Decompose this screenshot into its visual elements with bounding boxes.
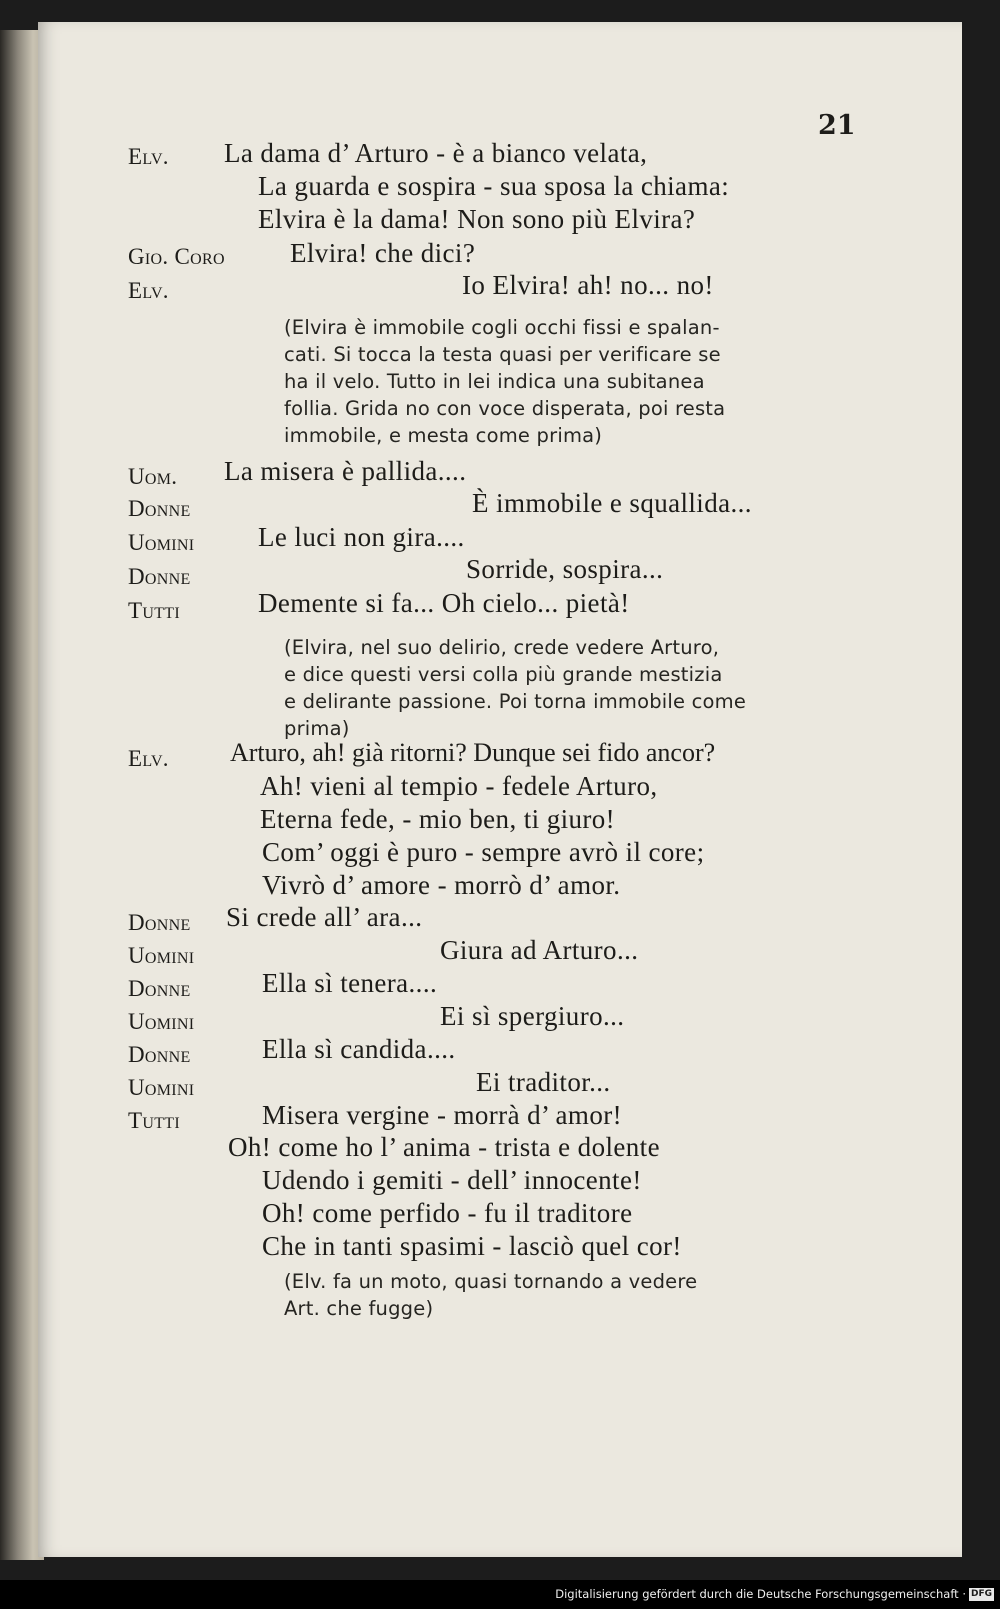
- speaker-label: Tutti: [128, 598, 180, 623]
- stage-line: e dice questi versi colla più grande mestizia: [284, 663, 723, 686]
- verse-line: Ella sì tenera....: [262, 968, 438, 998]
- verse-line: Elvira! che dici?: [290, 238, 476, 268]
- speaker-label: Donne: [128, 1042, 191, 1067]
- verse-line: La misera è pallida....: [224, 456, 467, 486]
- verse-line: Eterna fede, - mio ben, ti giuro!: [260, 804, 616, 834]
- stage-direction: [284, 1268, 824, 1322]
- verse-line: Com’ oggi è puro - sempre avrò il core;: [262, 837, 705, 867]
- stage-line: (Elvira, nel suo delirio, crede vedere Arturo,: [284, 636, 720, 659]
- stage-line: cati. Si tocca la testa quasi per verificare se: [284, 343, 721, 366]
- speaker-label: Donne: [128, 910, 191, 935]
- speaker-label: Tutti: [128, 1108, 180, 1133]
- dfg-logo: DFG: [970, 1589, 992, 1599]
- stage-line: (Elvira è immobile cogli occhi fissi e spalan-: [284, 316, 720, 339]
- stage-line: prima): [284, 717, 350, 740]
- speaker-label: Donne: [128, 976, 191, 1001]
- verse-line: Ah! vieni al tempio - fedele Arturo,: [260, 771, 658, 801]
- digitization-credit: Digitalisierung gefördert durch die Deutsche Forschungsgemeinschaft ·: [555, 1587, 966, 1601]
- verse-line: Vivrò d’ amore - morrò d’ amor.: [262, 870, 621, 900]
- verse-line: Ei traditor...: [476, 1067, 611, 1097]
- verse-line: Ella sì candida....: [262, 1034, 456, 1064]
- speaker-label: Gio. Coro: [128, 244, 225, 269]
- stage-direction: [284, 314, 824, 449]
- stage-line: follia. Grida no con voce disperata, poi resta: [284, 397, 726, 420]
- verse-line: Arturo, ah! già ritorni? Dunque sei fido ancor?: [230, 738, 716, 767]
- page-number: 21: [818, 110, 856, 141]
- verse-line: Demente si fa... Oh cielo... pietà!: [258, 588, 630, 618]
- stage-line: immobile, e mesta come prima): [284, 424, 603, 447]
- verse-line: Io Elvira! ah! no... no!: [462, 270, 714, 300]
- speaker-label: Elv.: [128, 278, 169, 303]
- verse-line: La dama d’ Arturo - è a bianco velata,: [224, 138, 648, 168]
- verse-line: Che in tanti spasimi - lasciò quel cor!: [262, 1231, 682, 1261]
- verse-line: Elvira è la dama! Non sono più Elvira?: [258, 204, 696, 234]
- verse-line: Si crede all’ ara...: [226, 902, 423, 932]
- verse-line: La guarda e sospira - sua sposa la chiama:: [258, 171, 730, 201]
- verse-line: Sorride, sospira...: [466, 554, 664, 584]
- verse-line: Oh! come perfido - fu il traditore: [262, 1198, 633, 1228]
- speaker-label: Elv.: [128, 746, 169, 771]
- verse-line: Le luci non gira....: [258, 522, 465, 552]
- speaker-label: Uomini: [128, 1009, 195, 1034]
- speaker-label: Donne: [128, 496, 191, 521]
- speaker-label: Uomini: [128, 530, 195, 555]
- stage-line: (Elv. fa un moto, quasi tornando a vedere: [284, 1270, 698, 1293]
- speaker-label: Donne: [128, 564, 191, 589]
- speaker-label: Elv.: [128, 144, 169, 169]
- verse-line: Giura ad Arturo...: [440, 935, 639, 965]
- verse-line: Oh! come ho l’ anima - trista e dolente: [228, 1132, 660, 1162]
- stage-line: e delirante passione. Poi torna immobile come: [284, 690, 747, 713]
- stage-line: Art. che fugge): [284, 1297, 434, 1320]
- verse-line: Ei sì spergiuro...: [440, 1001, 625, 1031]
- speaker-label: Uomini: [128, 943, 195, 968]
- verse-line: È immobile e squallida...: [472, 488, 752, 518]
- verse-line: Misera vergine - morrà d’ amor!: [262, 1100, 623, 1130]
- verse-line: Udendo i gemiti - dell’ innocente!: [262, 1165, 642, 1195]
- stage-line: ha il velo. Tutto in lei indica una subitanea: [284, 370, 705, 393]
- speaker-label: Uomini: [128, 1075, 195, 1100]
- speaker-label: Uom.: [128, 464, 178, 489]
- stage-direction: [284, 634, 824, 742]
